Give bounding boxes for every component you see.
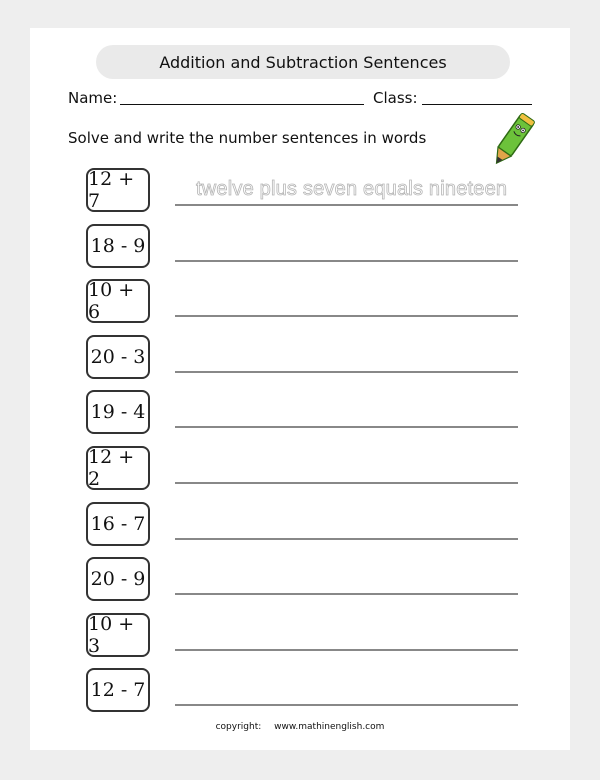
class-field[interactable] (422, 104, 532, 105)
problem-row (0, 446, 600, 490)
problem-row (0, 668, 600, 712)
problem-row (0, 279, 600, 323)
equation-box: 16 - 7 (86, 502, 150, 546)
problem-row (0, 335, 600, 379)
problem-row (0, 224, 600, 268)
equation-box: 19 - 4 (86, 390, 150, 434)
equation-box: 20 - 3 (86, 335, 150, 379)
footer-site: www.mathinenglish.com (274, 722, 385, 732)
answer-line[interactable] (175, 204, 518, 206)
answer-line[interactable] (175, 426, 518, 428)
equation-box: 18 - 9 (86, 224, 150, 268)
class-label: Class: (373, 89, 418, 107)
name-label: Name: (68, 89, 118, 107)
answer-line[interactable] (175, 260, 518, 262)
instruction-text: Solve and write the number sentences in words (68, 129, 427, 147)
problem-row (0, 168, 600, 212)
problem-row (0, 557, 600, 601)
problem-row (0, 502, 600, 546)
problem-row (0, 390, 600, 434)
answer-line[interactable] (175, 371, 518, 373)
answer-line[interactable] (175, 315, 518, 317)
equation-box: 12 + 2 (86, 446, 150, 490)
name-field[interactable] (120, 104, 364, 105)
equation-box: 20 - 9 (86, 557, 150, 601)
equation-box: 12 + 7 (86, 168, 150, 212)
answer-line[interactable] (175, 593, 518, 595)
problem-row (0, 613, 600, 657)
footer-copyright: copyright: (215, 722, 262, 732)
worksheet-title: Addition and Subtraction Sentences (96, 45, 510, 79)
answer-line[interactable] (175, 704, 518, 706)
answer-line[interactable] (175, 538, 518, 540)
footer (0, 722, 600, 732)
equation-box: 10 + 6 (86, 279, 150, 323)
answer-line[interactable] (175, 482, 518, 484)
equation-box: 12 - 7 (86, 668, 150, 712)
example-answer: twelve plus seven equals nineteen (196, 178, 508, 200)
pencil-icon (487, 110, 537, 172)
answer-line[interactable] (175, 649, 518, 651)
equation-box: 10 + 3 (86, 613, 150, 657)
